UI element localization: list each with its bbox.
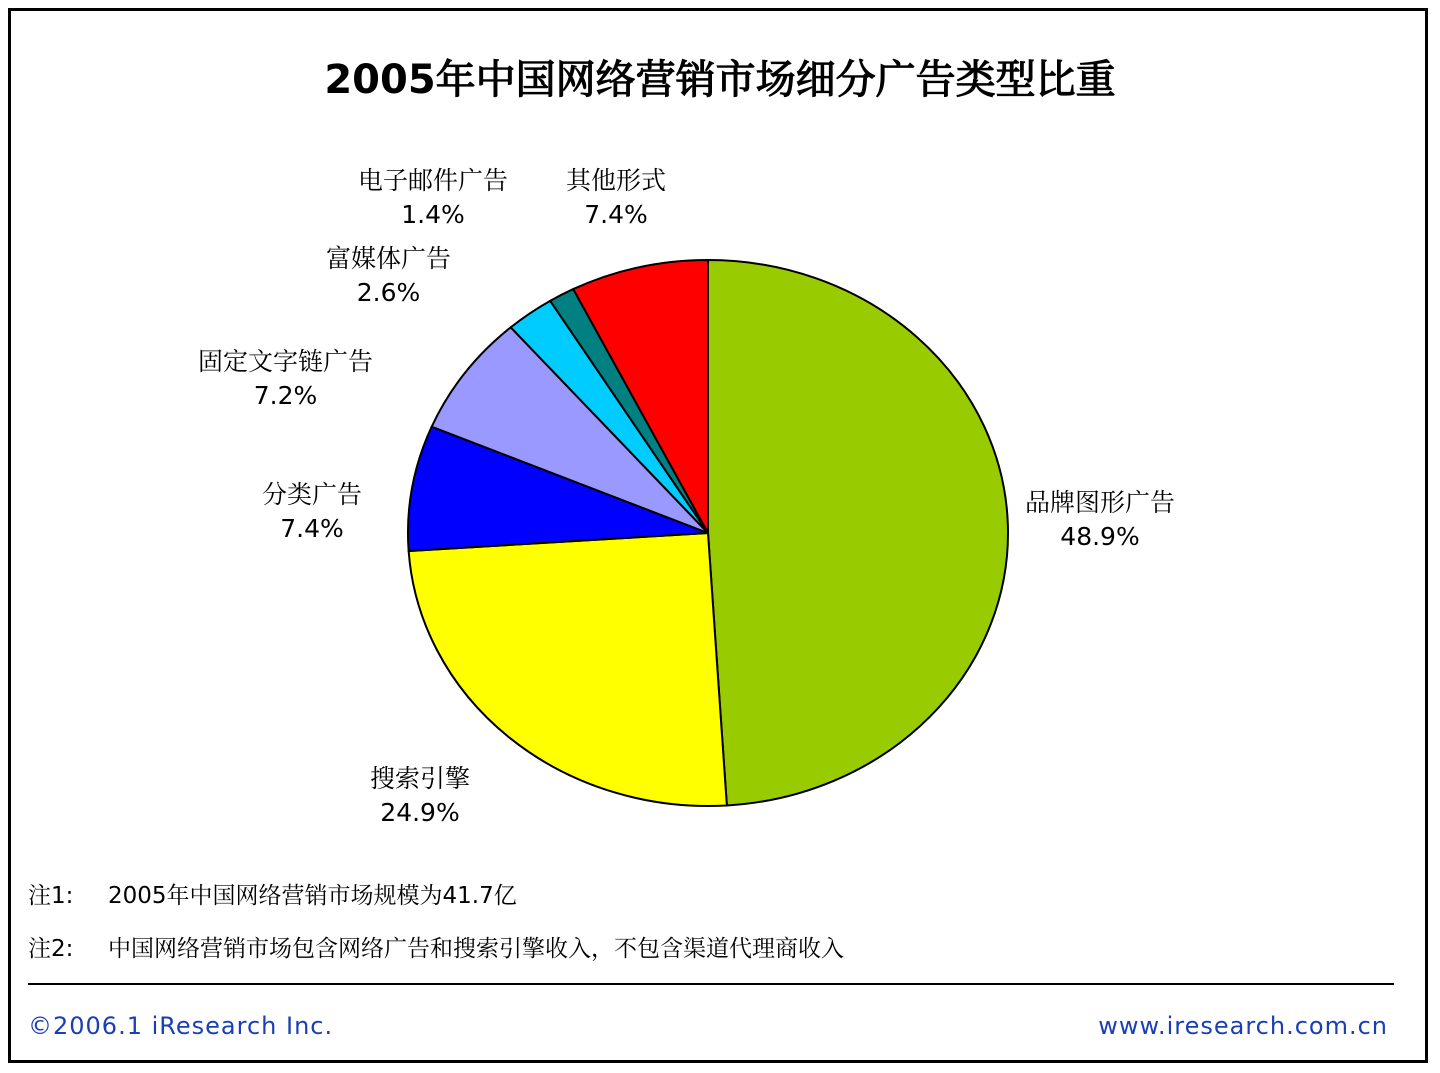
- slice-label-value: 48.9%: [1060, 522, 1140, 551]
- slice-label-text-link: [198, 345, 373, 413]
- slice-label-name: 其他形式: [566, 166, 667, 195]
- slice-label-other: [566, 164, 666, 232]
- slice-label-value: 7.4%: [280, 514, 344, 543]
- slice-label-rich-media: [326, 242, 451, 310]
- slice-label-name: 搜索引擎: [370, 764, 471, 793]
- note-tag: 注2:: [28, 936, 74, 962]
- chart-title: 2005年中国网络营销市场细分广告类型比重: [324, 57, 1116, 103]
- footer-divider: [28, 983, 1394, 985]
- note-tag: 注1:: [28, 883, 74, 909]
- slice-label-value: 24.9%: [380, 798, 460, 827]
- slice-label-email: [358, 164, 508, 232]
- slice-label-name: 品牌图形广告: [1025, 488, 1176, 517]
- slice-label-name: 分类广告: [262, 480, 363, 509]
- slice-label-name: 富媒体广告: [326, 244, 452, 273]
- website-link[interactable]: www.iresearch.com.cn: [1098, 1012, 1388, 1040]
- note-text: 中国网络营销市场包含网络广告和搜索引擎收入，不包含渠道代理商收入: [108, 936, 844, 962]
- slice-label-classified: [262, 478, 362, 546]
- slice-label-value: 7.4%: [584, 200, 648, 229]
- slice-label-value: 2.6%: [356, 278, 421, 307]
- note-text: 2005年中国网络营销市场规模为41.7亿: [108, 883, 517, 909]
- slice-label-value: 7.2%: [253, 381, 318, 410]
- slice-label-search: [370, 762, 470, 830]
- note-2: [28, 930, 844, 963]
- slice-label-name: 固定文字链广告: [198, 347, 374, 376]
- copyright-text: ©2006.1 iResearch Inc.: [28, 1012, 334, 1040]
- slice-label-value: 1.4%: [401, 200, 465, 229]
- slice-label-brand: [1025, 486, 1175, 554]
- note-1: [28, 877, 517, 910]
- slice-label-name: 电子邮件广告: [358, 166, 509, 195]
- slice-brand: [708, 260, 1008, 805]
